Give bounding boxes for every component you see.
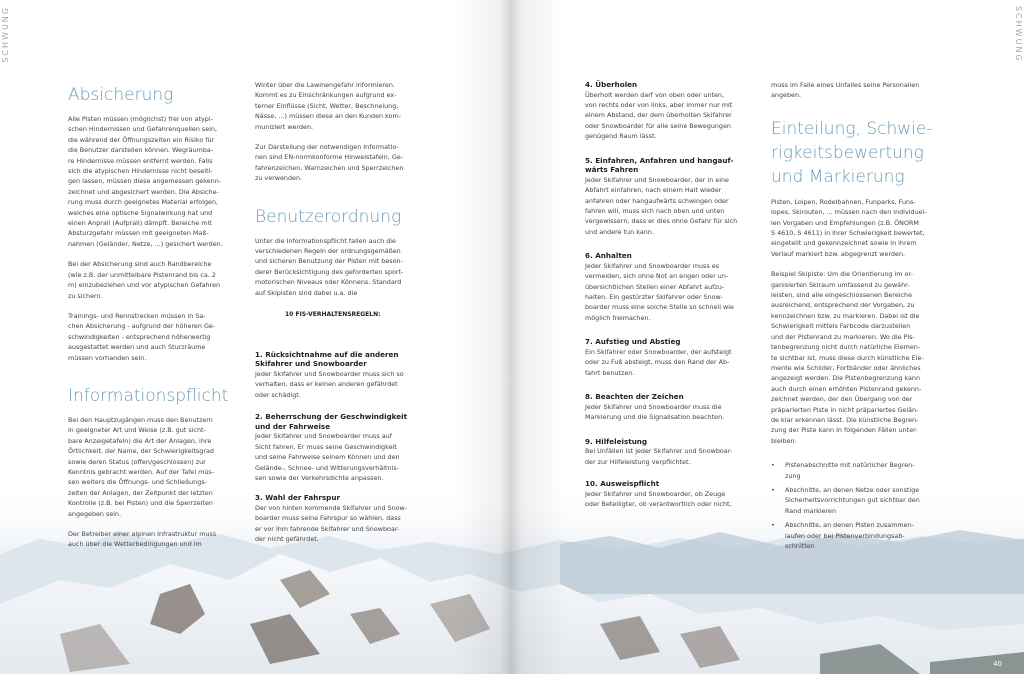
column-1 [68,0,238,550]
list-item [771,485,941,516]
rule-title: 8. Beachten der Zeichen [585,392,684,402]
rule-title: 10. Ausweispflicht [585,478,660,488]
list-item [771,520,941,551]
bullet-icon: • [771,485,775,494]
column-4 [771,0,941,551]
heading-informationspflicht: Informationspflicht [68,385,229,406]
rule-text: Jeder Skifahrer und Snowboarder muss es vermeiden, sich ohne Not an engen oder un- übersichtlichen Stellen einer Abfahrt aufzu- halten. Ein gestürzter Skifahrer oder Snow- boarder muss eine solche Stelle so schnell wie möglich freimachen. [585,261,734,322]
heading-benutzerordnung: Benutzerordnung [255,206,402,227]
paragraph: Unter die Informationspflicht fallen auch die verschiedenen Regeln der ordnungsgemäßen und sicheren Benutzung der Pisten mit beson- derer Berücksichtigung des geforderten sport- motorischen Niveaus oder Könnens. Standard auf Skipisten sind dabei u.a. die [255,236,404,297]
rule-text: Jeder Skifahrer und Snowboarder muss auf Sicht fahren. Er muss seine Geschwindigkeit und seine Fahrweise seinem Können und den Gelände-, Schnee- und Witterungsverhältnis- sen sowie der Verkehrsdichte anpassen. [255,432,400,482]
column-2 [255,0,425,545]
rule-text: Jeder Skifahrer und Snowboarder, der in eine Abfahrt einfahren, nach einem Halt wieder anfahren oder hangaufwärts schwingen oder fahren will, muss sich nach oben und unten vergewissern, dass er dies ohne Gefahr für sich und andere tun kann. [585,175,738,236]
bullet-icon: • [771,521,775,530]
paragraph: Winter über die Lawinengefahr informieren. Kommt es zu Einschränkungen aufgrund ex- terner Einflüsse (Sicht, Wetter, Beschneiung, Nässe, ...) müssen diese an den Kunden kom- muniziert werden. [255,81,401,131]
list-item-text: Abschnitte, an denen Pisten zusammen- laufen oder bei Pistenverbindungsab- schnitten [785,521,914,550]
rule-title: 6. Anhalten [585,251,632,261]
paragraph: Bei den Hauptzugängen muss den Benutzern in geeigneter Art und Weise (z.B. gut sicht- bare Anzeigetafeln) die Art der Anlagen, ihre Örtlichkeit, der Name, der Schwierigkeitsgrad sowie deren Status (offen/geschlossen) zur Kenntnis gebracht werden. Auf der Tafel müs- sen weiters die Öffnungs- und Schließungs- zeiten der Anlagen, der Zeitpunkt der letzten Kontrolle (z.B. bei Pisten) und die Sperrzeiten angegeben sein. [68,415,215,518]
rule-text: Der von hinten kommende Skifahrer und Snow- boarder muss seine Fahrspur so wählen, dass er vor ihm fahrende Skifahrer und Snowboar- der nicht gefährdet. [255,503,408,544]
running-head-left: SCHWUNG [1,6,10,63]
list-item-text: Abschnitte, an denen Netze oder sonstige Sicherheitsvorrichtungen gut sichtbar den Rand markieren [785,485,920,515]
paragraph: Trainings- und Rennstrecken müssen in Sa- chen Absicherung - aufgrund der höheren Ge- schwindigkeiten - entsprechend höherwertig ausgestattet werden und auch Sturzräume müssen vorhanden sein. [68,311,216,362]
heading-absicherung: Absicherung [68,85,174,105]
paragraph: Alle Pisten müssen (möglichst) frei von atypi- schen Hindernissen und Gefahrenquellen sein, die während der Öffnungszeiten ein Risiko für die Benutzer darstellen können. Wegräumba- re Hindernisse müssen entfernt werden. Falls sich die atypischen Hindernisse nicht beseiti- gen lassen, müssen diese angemessen gekenn- zeichnet und abgesichert werden. Die Absiche- rung muss durch geeignetes Material erfolgen, welches eine optische Signalwirkung hat und einen Anprall (Aufprall) dämpft. Bereiche mit Absturzgefahr müssen mit geeigneten Maß- nahmen (Geländer, Netze, ...) gesichert werden. [68,115,223,248]
rule-text: Überholt werden darf von oben oder unten, von rechts oder von links, aber immer nur mit einem Abstand, der dem überholten Skifahrer oder Snowboarder für alle seine Bewegungen genügend Raum lässt. [585,90,733,141]
rule-title: 2. Beherrschung der Geschwindigkeit und der Fahrweise [255,412,408,431]
heading-einteilung: Einteilung, Schwie- rigkeitsbewertung und Markierung [771,118,933,187]
paragraph: Der Betreiber einer alpinen Infrastruktur muss auch über die Wetterbedingungen und im [68,530,217,549]
paragraph: Zur Darstellung der notwendigen Informatio- nen sind EN-normkonforme Hinweistafeln, Ge- fahrenzeichen, Warnzeichen und Sperrzeichen zu verwenden. [255,143,404,183]
paragraph: Pisten, Loipen, Rodelbahnen, Funparks, Funs- lopes, Skirouten, ... müssen nach den individuel- len Vorgaben und Empfehlungen (z.B. ÖNORM S 4610, S 4611) in ihrer Schwierigkeit bewertet, eingeteilt und gekennzeichnet sowie in ihrem Verlauf markiert bzw. abgegrenzt werden. [771,197,927,258]
rule-title: 3. Wahl der Fahrspur [255,493,340,503]
rule-title: 1. Rücksichtnahme auf die anderen Skifahrer und Snowboarder [255,349,399,369]
rule-title: 5. Einfahren, Anfahren und hangauf- wärts Fahren [585,155,734,175]
bullet-list [771,460,941,551]
page-number-right: 40 [993,660,1002,668]
paragraph: muss im Falle eines Unfalles seine Personalien angeben. [771,81,920,100]
list-item [771,460,941,481]
rule-text: Bei Unfällen ist jeder Skifahrer und Snowboar- der zur Hilfeleistung verpflichtet. [585,447,733,466]
rule-title: 7. Aufstieg und Abstieg [585,337,681,347]
paragraph: Bei der Absicherung sind auch Randbereiche (wie z.B. der unmittelbare Pistenrand bis ca. 2 m) einzubeziehen und vor atypischen Gefahren zu sichern. [68,260,221,300]
rules-heading: 10 FIS-VERHALTENSREGELN: [285,311,381,319]
list-item-text: Pistenabschnitte mit natürlicher Begren- zung [785,461,915,480]
rule-text: Jeder Skifahrer und Snowboarder, ob Zeuge oder Beteiligter, ob verantwortlich oder nicht, [585,489,732,508]
bullet-icon: • [771,461,775,470]
rule-title: 9. Hilfeleistung [585,436,648,446]
column-3 [585,0,753,509]
rule-text: Jeder Skifahrer und Snowboarder muss die Markierung und die Signalisation beachten. [585,402,725,422]
rule-title: 4. Überholen [585,80,638,89]
paragraph: Beispiel Skipiste: Um die Orientierung im or- ganisierten Skiraum umfassend zu gewähr- leisten, sind alle eingeschlossenen Bereiche ausreichend, entsprechend der Vorgaben, zu kennzeichnen bzw. zu markieren. Dabei ist die Schwierigkeit mittels Farbcode darzustellen und der Pistenrand zu markieren. Wo die Pis- tenbegrenzung nicht durch natürliche Elemen- te sichtbar ist, muss diese durch künstliche Ele- mente wie Schilder, Fortbänder oder ähnliches angezeigt werden. Die Pistenbegrenzung kann auch durch einen erhöhten Pistenrand gekenn- zeichnet werden, der den Übergang von der präparierten Piste in nicht präpariertes Gelän- de klar erkennen lässt. Die künstliche Begren- zung der Piste kann in folgenden Fällen unter- bleiben: [771,270,924,445]
rule-text: Ein Skifahrer oder Snowboarder, der aufsteigt oder zu Fuß absteigt, muss den Rand der Ab- fahrt benutzen. [585,347,732,377]
rule-text: Jeder Skifahrer und Snowboarder muss sich so verhalten, dass er keinen anderen gefährdet oder schädigt. [255,369,404,399]
running-head-right: SCHWUNG [1014,6,1023,63]
